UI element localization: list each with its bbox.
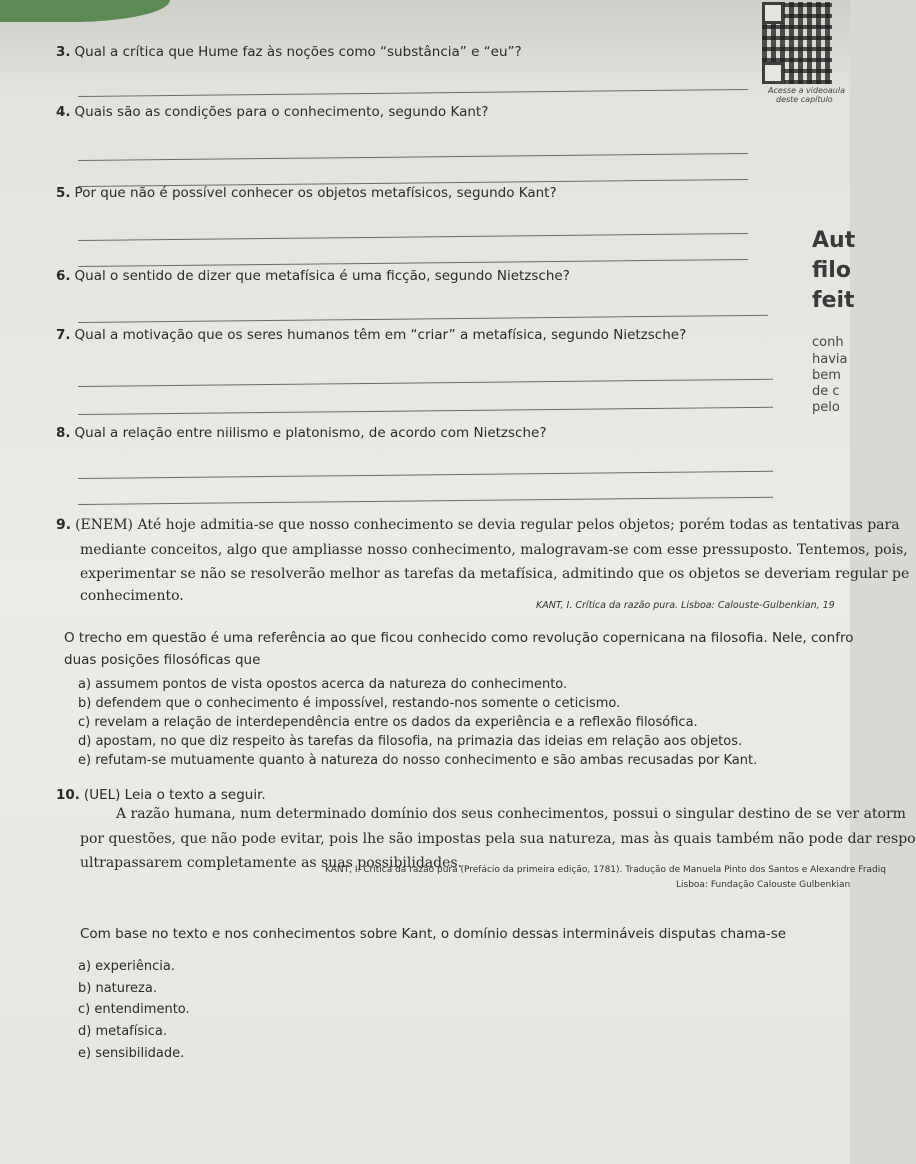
question-number: 3. <box>56 44 71 60</box>
question-3 <box>56 44 522 60</box>
question-number: 4. <box>56 104 71 120</box>
question-number: 5. <box>56 185 71 201</box>
question-text: Por que não é possível conhecer os objetos metafísicos, segundo Kant? <box>74 185 557 201</box>
sidebar-word-4: de c <box>812 384 840 399</box>
q10-citation-2: Lisboa: Fundação Calouste Gulbenkian <box>676 880 851 890</box>
question-text: Qual a relação entre niilismo e platonismo, de acordo com Nietzsche? <box>74 425 547 441</box>
q9-citation: KANT, I. Crítica da razão pura. Lisboa: Calouste-Gulbenkian, 19 <box>536 600 835 611</box>
q9-line-4: conhecimento. <box>80 588 184 604</box>
q10-option-e[interactable]: e) sensibilidade. <box>78 1046 185 1061</box>
question-number: 10. <box>56 787 80 803</box>
q9-option-a[interactable]: a) assumem pontos de vista opostos acerca da natureza do conhecimento. <box>78 677 568 692</box>
q9-option-b[interactable]: b) defendem que o conhecimento é impossível, restando-nos somente o ceticismo. <box>78 696 621 711</box>
sidebar-word-1: conh <box>812 335 844 350</box>
q10-option-a[interactable]: a) experiência. <box>78 959 175 974</box>
sidebar-title-3: feit <box>812 288 855 313</box>
q10-line-2: por questões, que não pode evitar, pois lhe são impostas pela sua natureza, mas às quais também não pode dar respo <box>80 831 916 847</box>
q9-option-e[interactable]: e) refutam-se mutuamente quanto à natureza do nosso conhecimento e são ambas recusadas por Kant. <box>78 753 758 768</box>
question-text: (UEL) Leia o texto a seguir. <box>83 787 266 803</box>
q10-option-b[interactable]: b) natureza. <box>78 981 157 996</box>
q10-line-1: A razão humana, num determinado domínio dos seus conhecimentos, possui o singular destino de se ver atorm <box>116 806 906 822</box>
question-text: Quais são as condições para o conhecimento, segundo Kant? <box>74 104 489 120</box>
qr-caption-2: deste capítulo <box>776 95 833 104</box>
question-4 <box>56 104 488 120</box>
q9-line-1 <box>56 517 900 533</box>
q9-line-2: mediante conceitos, algo que ampliasse nosso conhecimento, malogravam-se com esse pressuposto. Tentemos, pois, <box>80 542 908 558</box>
q9-option-c[interactable]: c) revelam a relação de interdependência entre os dados da experiência e a reflexão filosófica. <box>78 715 698 730</box>
q9-option-d[interactable]: d) apostam, no que diz respeito às tarefas da filosofia, na primazia das ideias em relação aos objetos. <box>78 734 743 749</box>
question-text: Qual a motivação que os seres humanos têm em “criar” a metafísica, segundo Nietzsche? <box>74 327 687 343</box>
q9-prompt-2: duas posições filosóficas que <box>64 652 261 668</box>
question-8 <box>56 425 547 441</box>
question-number: 9. <box>56 517 72 533</box>
sidebar-title-1: Aut <box>812 228 856 253</box>
sidebar-word-5: pelo <box>812 400 840 415</box>
question-7 <box>56 327 686 343</box>
sidebar-title-2: filo <box>812 258 851 283</box>
question-10 <box>56 787 266 803</box>
question-number: 8. <box>56 425 71 441</box>
question-number: 7. <box>56 327 71 343</box>
sidebar-word-2: havia <box>812 352 848 367</box>
qr-caption-1: Acesse a videoaula <box>768 86 845 95</box>
question-6 <box>56 268 570 284</box>
q10-citation-1: KANT, I. Crítica da razão pura (Prefácio da primeira edição, 1781). Tradução de Manuela Pinto dos Santos e Alexandre Fradiq <box>325 865 886 875</box>
question-5 <box>56 185 557 201</box>
q10-option-d[interactable]: d) metafísica. <box>78 1024 168 1039</box>
q9-prompt-1: O trecho em questão é uma referência ao que ficou conhecido como revolução copernicana na filosofia. Nele, confro <box>64 630 854 646</box>
question-text: Qual o sentido de dizer que metafísica é uma ficção, segundo Nietzsche? <box>74 268 570 284</box>
question-text: Qual a crítica que Hume faz às noções como “substância” e “eu”? <box>74 44 522 60</box>
q9-text: (ENEM) Até hoje admitia-se que nosso conhecimento se devia regular pelos objetos; porém todas as tentativas para <box>75 517 900 533</box>
qr-code-icon[interactable] <box>762 2 832 84</box>
q9-line-3: experimentar se não se resolverão melhor as tarefas da metafísica, admitindo que os objetos se deveriam regular pe <box>80 566 910 582</box>
q10-option-c[interactable]: c) entendimento. <box>78 1002 190 1017</box>
question-number: 6. <box>56 268 71 284</box>
q10-prompt: Com base no texto e nos conhecimentos sobre Kant, o domínio dessas intermináveis disputas chama-se <box>80 926 787 942</box>
sidebar-word-3: bem <box>812 368 841 383</box>
q10-line-3: ultrapassarem completamente as suas possibilidades. <box>80 855 463 871</box>
